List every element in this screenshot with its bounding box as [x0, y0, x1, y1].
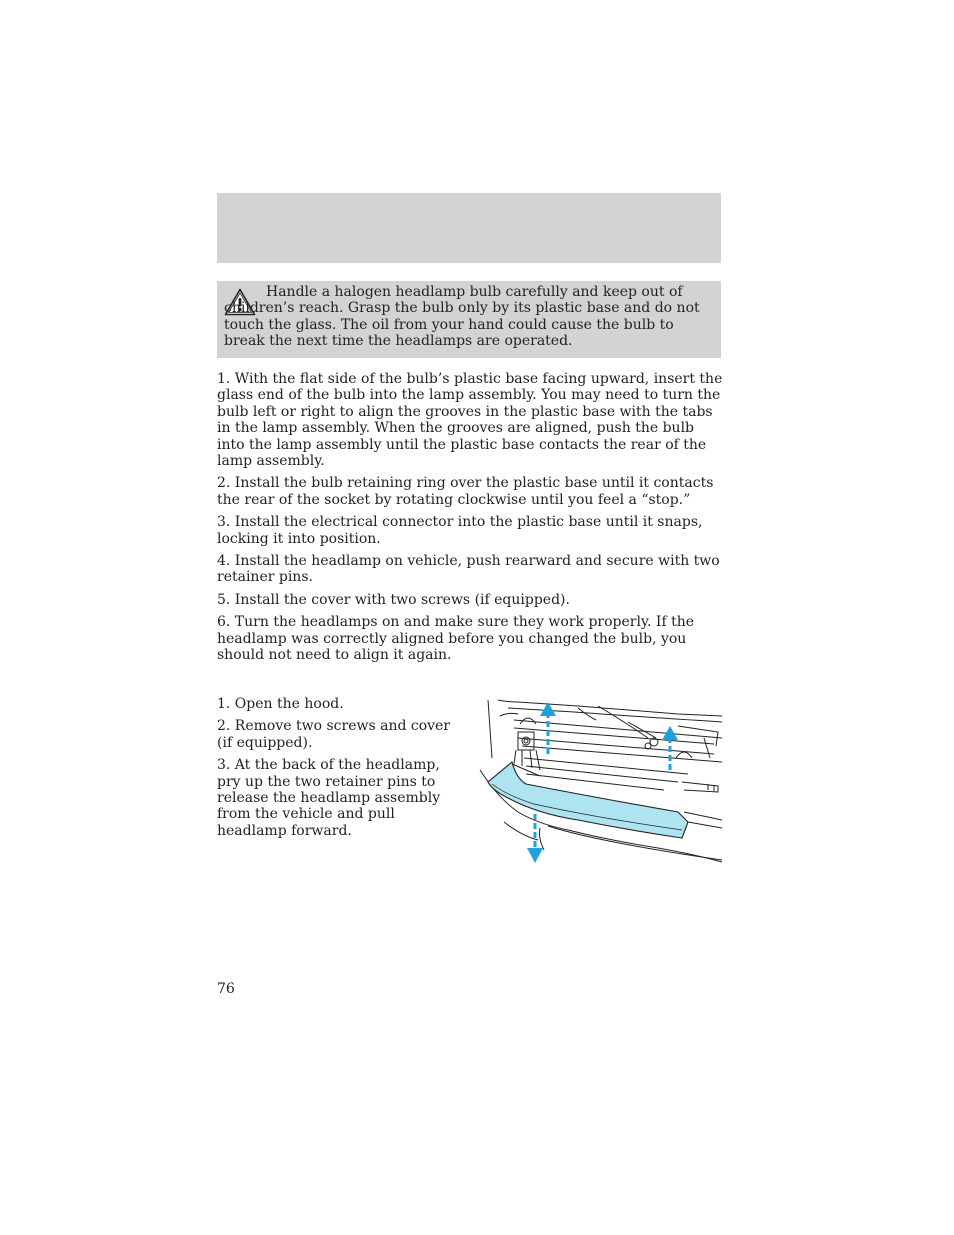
section-header-band [217, 193, 721, 263]
page-number: 76 [217, 981, 235, 997]
install-step-5: 5. Install the cover with two screws (if equipped). [217, 591, 570, 608]
install-step-2: 2. Install the bulb retaining ring over the plastic base until it contacts the rear of the socket by rotating clockwise until you feel a “stop.” [217, 475, 714, 508]
remove-steps [217, 696, 467, 845]
install-step-3: 3. Install the electrical connector into the plastic base until it snaps, locking it into position. [217, 514, 703, 547]
remove-step-2: 2. Remove two screws and cover (if equipped). [217, 718, 451, 751]
warning-box [217, 281, 721, 358]
install-step-6: 6. Turn the headlamps on and make sure they work properly. If the headlamp was correctly aligned before you changed the bulb, you should not need to align it again. [217, 614, 695, 664]
remove-step-3: 3. At the back of the headlamp, pry up the two retainer pins to release the headlamp assembly from the vehicle and pull headlamp forward. [217, 757, 441, 839]
install-steps [217, 371, 723, 670]
warning-text: Handle a halogen headlamp bulb carefully and keep out of children’s reach. Grasp the bulb only by its plastic base and do not touch the glass. The oil from your hand could cause the bulb to break the next time the headlamps are operated. [224, 284, 700, 350]
remove-step-1: 1. Open the hood. [217, 696, 344, 712]
headlamp-removal-illustration [478, 698, 724, 866]
install-step-1: 1. With the flat side of the bulb’s plastic base facing upward, insert the glass end of the bulb into the lamp assembly. You may need to turn the bulb left or right to align the grooves in the plastic base with the tabs in the lamp assembly. When the grooves are aligned, push the bulb into the lamp assembly until the plastic base contacts the rear of the lamp assembly. [217, 371, 723, 470]
install-step-4: 4. Install the headlamp on vehicle, push rearward and secure with two retainer pins. [217, 553, 720, 586]
